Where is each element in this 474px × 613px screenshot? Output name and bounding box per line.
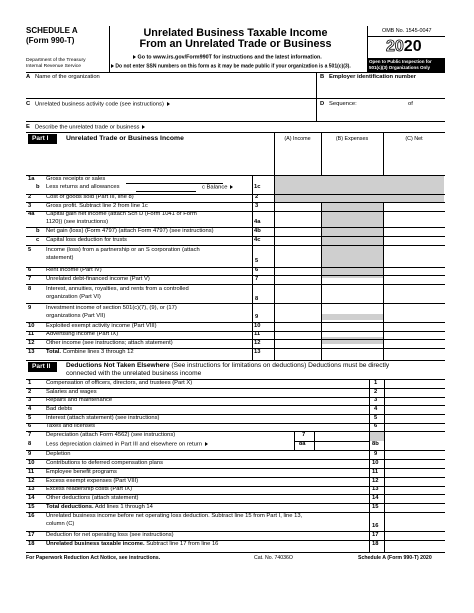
p1-ref-4b: 4b: [254, 228, 261, 234]
footer-cat: Cat. No. 74036O: [254, 555, 293, 561]
p1-line-4b-num: b: [36, 228, 40, 234]
p2-line-3-text: Repairs and maintenance: [46, 397, 113, 403]
p2-rule-3: [26, 405, 445, 406]
p1-ref-12: 12: [254, 340, 261, 346]
d-of: of: [408, 101, 413, 107]
p2-ref-10: 10: [372, 460, 379, 466]
p2-line-1-num: 1: [28, 380, 32, 386]
omb-number: OMB No. 1545-0047: [382, 28, 432, 34]
p1-line-1b-num: b: [36, 184, 40, 190]
main-title-1: Unrelated Business Taxable Income: [143, 27, 328, 39]
p1-line-10-text: Exploited exempt activity income (Part VIII): [46, 323, 157, 329]
p2-line-8-text: Less depreciation claimed in Part III and elsewhere on return: [46, 442, 208, 448]
p1-line-11-text: Advertising income (Part IX): [46, 331, 119, 337]
p2-line-14-num: 14: [28, 495, 35, 501]
p2-line-18-text: Unrelated business taxable income. Subtract line 17 from line 16: [46, 541, 219, 547]
p1-ref-4a: 4a: [254, 219, 261, 225]
p1-line-5-num: 5: [28, 247, 32, 253]
p1-line-13-text: Total. Combine lines 3 through 12: [46, 349, 134, 355]
part1-bottom-rule: [26, 360, 445, 361]
p2-rule-8: [26, 450, 445, 451]
arrow-icon: [167, 102, 170, 106]
p2-line-7-text: Depreciation (attach Form 4562) (see instructions): [46, 432, 176, 438]
p2-ref-8b: 8b: [372, 441, 379, 447]
p1-line-4c-num: c: [36, 237, 40, 243]
ab-divider: [316, 72, 317, 121]
arrow-icon: [111, 64, 114, 68]
sequence-field[interactable]: [360, 99, 400, 109]
p2-line-5-num: 5: [28, 415, 32, 421]
part1-title: Unrelated Trade or Business Income: [66, 135, 184, 142]
p2-line-16-num: 16: [28, 513, 35, 519]
shade-p2-7: [370, 431, 384, 441]
p2-ref-2: 2: [374, 389, 378, 395]
p1-line-1a-text: Gross receipts or sales: [46, 176, 106, 182]
p1-line-9-text2: organizations (Part VII): [46, 313, 106, 319]
p2-line-2-text: Salaries and wages: [46, 389, 97, 395]
p2-line-6-text: Taxes and licenses: [46, 423, 95, 429]
p1-line-4a-text: Capital gain net income (attach Sch D (Form 1041 or Form: [46, 211, 197, 217]
p1-ref-8: 8: [255, 296, 259, 302]
p1-line-6-num: 6: [28, 267, 32, 273]
p1-line-10-num: 10: [28, 323, 35, 329]
p1-ref-1c: 1c: [254, 184, 261, 190]
p2-line-15-text: Total deductions. Add lines 1 through 14: [46, 504, 153, 510]
p1-line-8-num: 8: [28, 286, 32, 292]
depreciation-claimed-input[interactable]: [315, 441, 369, 449]
schedule-title: SCHEDULE A: [26, 26, 78, 35]
p1-line-4a-num: 4a: [28, 211, 35, 217]
p2-line-11-text: Employee benefit programs: [46, 469, 117, 475]
p1-line-6-text: Rent income (Part IV): [46, 267, 102, 273]
p1-line-4b-text: Net gain (loss) (Form 4797) (attach Form 4797) (see instructions): [46, 228, 214, 234]
p2-ref-14: 14: [372, 495, 379, 501]
instruction-2: Do not enter SSN numbers on this form as it may be made public if your organization is a 501(c)(3).: [110, 64, 351, 69]
e-letter: E: [26, 124, 30, 130]
p2-line-2-num: 2: [28, 389, 32, 395]
p1-line-12-text: Other income (see instructions; attach statement): [46, 340, 173, 346]
p1-ref-5: 5: [255, 258, 259, 264]
p1-ref-10: 10: [254, 323, 261, 329]
arrow-icon: [142, 125, 145, 129]
p2-line-10-num: 10: [28, 460, 35, 466]
p2-line-1-text: Compensation of officers, directors, and trustees (Part X): [46, 380, 193, 386]
col-a-header: (A) Income: [284, 136, 311, 142]
p1-line-12-num: 12: [28, 340, 35, 346]
header-bottom-rule: [26, 72, 445, 73]
form-ref: (Form 990-T): [26, 36, 75, 45]
p1-line-2-num: 2: [28, 194, 32, 200]
p1-line-4c-text: Capital loss deduction for trusts: [46, 237, 127, 243]
tax-year: 2020: [386, 38, 422, 55]
c-label: Unrelated business activity code (see instructions): [35, 102, 170, 108]
sequence-of-field[interactable]: [418, 99, 444, 109]
public-inspection-line1: Open to Public Inspection for: [369, 59, 432, 64]
irs: Internal Revenue Service: [26, 64, 81, 69]
p1-line-3-text: Gross profit. Subtract line 2 from line 1c: [46, 203, 148, 209]
form-page: [26, 26, 445, 593]
p2-line-9-text: Depletion: [46, 451, 71, 457]
department: Department of the Treasury: [26, 58, 86, 63]
p2-line-16-text: Unrelated business income before net operating loss deduction. Subtract line 15 from Part I, line 13,: [46, 513, 303, 519]
rule-4c: [26, 245, 445, 246]
p1-line-1a-num: 1a: [28, 176, 35, 182]
p2-line-14-text: Other deductions (attach statement): [46, 495, 139, 501]
depreciation-input[interactable]: [315, 432, 369, 440]
p1-line-3-num: 3: [28, 203, 32, 209]
part2-amount-column[interactable]: [385, 380, 444, 552]
p1-line-13-num: 13: [28, 349, 35, 355]
p2-ref-6: 6: [374, 423, 378, 429]
p2-line-3-num: 3: [28, 397, 32, 403]
d-letter: D: [320, 101, 325, 107]
p1-line-7-num: 7: [28, 276, 32, 282]
p1-line-1b-text: Less returns and allowances: [46, 184, 120, 190]
p2-line-5-text: Interest (attach statement) (see instructions): [46, 415, 160, 421]
p2-line-12-num: 12: [28, 478, 35, 484]
p1-ref-7: 7: [255, 276, 259, 282]
p2-line-6-num: 6: [28, 423, 32, 429]
p2-ref-1: 1: [374, 380, 378, 386]
arrow-icon: [230, 185, 233, 189]
p2-ref-13: 13: [372, 486, 379, 492]
p2-line-16-text2: column (C): [46, 521, 75, 527]
p1-line-5-text2: statement): [46, 255, 74, 261]
p2-line-11-num: 11: [28, 469, 35, 475]
p1-line-9-text: Investment income of section 501(c)(7), (9), or (17): [46, 305, 177, 311]
p1-line-8-text2: organization (Part VI): [46, 294, 101, 300]
footer-schedule: Schedule A (Form 990-T) 2020: [358, 555, 432, 561]
main-title-2: From an Unrelated Trade or Business: [139, 38, 332, 50]
a-label: Name of the organization: [35, 74, 100, 80]
trade-description-field[interactable]: [181, 122, 443, 131]
p1-line-1c-label: c Balance: [202, 185, 233, 191]
p1-line-11-num: 11: [28, 331, 35, 337]
arrow-icon: [205, 442, 208, 446]
part1-net-column[interactable]: [384, 194, 444, 360]
p2-line-9-num: 9: [28, 451, 32, 457]
part1-expenses-column[interactable]: [322, 278, 383, 360]
p1-line-9-num: 9: [28, 305, 32, 311]
p2-ref-15: 15: [372, 504, 379, 510]
p2-line-13-num: 13: [28, 486, 35, 492]
p2-line-18-num: 18: [28, 541, 35, 547]
p1-ref-3: 3: [255, 203, 259, 209]
d-label: Sequence:: [329, 101, 357, 107]
p1-ref-6: 6: [255, 267, 259, 273]
p2-ref-16: 16: [372, 523, 379, 529]
p2-ref-4: 4: [374, 406, 378, 412]
instruction-1: Go to www.irs.gov/Form990T for instructions and the latest information.: [132, 55, 322, 61]
p2-ref-5: 5: [374, 415, 378, 421]
c-letter: C: [26, 101, 31, 107]
p1-line-4a-text2: 1120)) (see instructions): [46, 219, 109, 225]
p2-ref-12: 12: [372, 478, 379, 484]
p1-line-5-text: Income (loss) from a partnership or an S corporation (attach: [46, 247, 200, 253]
p1-ref-13: 13: [254, 349, 261, 355]
col-b-header: (B) Expenses: [335, 136, 369, 142]
p1-ref-11: 11: [254, 331, 261, 337]
p2-line-17-text: Deduction for net operating loss (see instructions): [46, 532, 174, 538]
p2-line-13-text: Excess readership costs (Part IX): [46, 486, 133, 492]
a-letter: A: [26, 74, 31, 80]
part2-tag: Part II: [32, 363, 51, 370]
b-label: Employer identification number: [329, 74, 416, 80]
p2-line-12-text: Excess exempt expenses (Part VIII): [46, 478, 139, 484]
part2-title: Deductions Not Taken Elsewhere (See instructions for limitations on deductions) Deductions must be directly: [66, 362, 390, 369]
p1-line-7-text: Unrelated debt-financed income (Part V): [46, 276, 150, 282]
part2-title-note2: connected with the unrelated business income: [66, 370, 202, 377]
org-name-field[interactable]: [34, 82, 314, 96]
p1-ref-2: 2: [255, 194, 259, 200]
gross-receipts-input[interactable]: [126, 176, 223, 184]
p1-ref-4c: 4c: [254, 237, 261, 243]
p2-line-4-num: 4: [28, 406, 32, 412]
part1-tag: Part I: [32, 135, 49, 142]
footer-paperwork: For Paperwork Reduction Act Notice, see instructions.: [26, 555, 161, 561]
public-inspection-line2: 501(c)(3) Organizations Only: [369, 65, 431, 70]
omb-rule: [367, 36, 445, 37]
p2-ref-11: 11: [372, 469, 379, 475]
ein-field[interactable]: [319, 82, 443, 96]
p2-ref-3: 3: [374, 397, 378, 403]
b-letter: B: [320, 74, 325, 80]
p2-ref-17: 17: [372, 532, 379, 538]
p2-ref-18: 18: [372, 541, 379, 547]
p2-line-17-num: 17: [28, 532, 35, 538]
part1-income-column[interactable]: [275, 203, 321, 360]
p2-line-7-num: 7: [28, 432, 32, 438]
part2-bottom-rule: [26, 552, 445, 553]
p1-line-8-text: Interest, annuities, royalties, and rents from a controlled: [46, 286, 189, 292]
col-c-header: (C) Net: [405, 136, 423, 142]
p2-line-15-num: 15: [28, 504, 35, 510]
p2-line-10-text: Contributions to deferred compensation plans: [46, 460, 163, 466]
p2-ref-9: 9: [374, 451, 378, 457]
p1-ref-9: 9: [255, 314, 259, 320]
e-label: Describe the unrelated trade or business: [35, 125, 145, 131]
p2-line-8-num: 8: [28, 441, 32, 447]
p2-line-4-text: Bad debts: [46, 406, 73, 412]
p2-inner-7: 7: [302, 432, 306, 438]
p2-inner-8a: 8a: [299, 441, 306, 447]
p1-line-2-text: Cost of goods sold (Part III, line 8): [46, 194, 134, 200]
returns-allowances-input[interactable]: [136, 184, 196, 192]
activity-code-field[interactable]: [206, 99, 314, 119]
arrow-icon: [133, 55, 136, 59]
